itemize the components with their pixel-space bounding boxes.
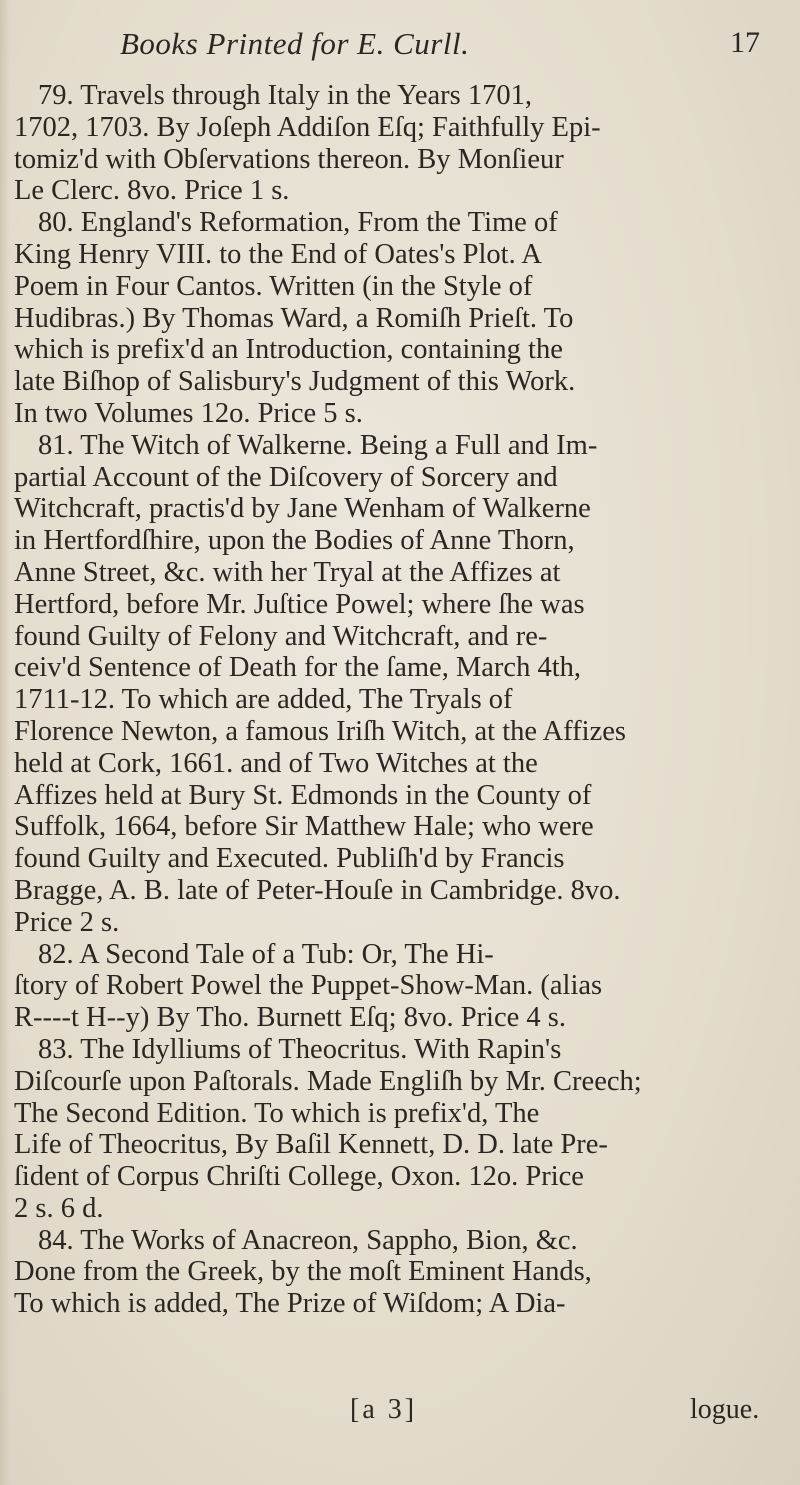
text-line: 80. England's Reformation, From the Time of: [38, 207, 558, 239]
text-line: R----t H--y) By Tho. Burnett Eſq; 8vo. Price 4 s.: [14, 1002, 566, 1034]
catchword: logue.: [690, 1394, 760, 1425]
text-line: King Henry VIII. to the End of Oates's Plot. A: [14, 238, 542, 270]
text-line: 82. A Second Tale of a Tub: Or, The Hi-: [38, 938, 494, 970]
text-line: To which is added, The Prize of Wiſdom; A Dia-: [14, 1288, 566, 1320]
text-line: 1711-12. To which are added, The Tryals of: [14, 684, 513, 716]
signature-mark: [a 3]: [350, 1394, 418, 1425]
text-line: ſtory of Robert Powel the Puppet-Show-Man. (alias: [14, 970, 603, 1002]
text-line: 1702, 1703. By Joſeph Addiſon Eſq; Faithfully Epi-: [14, 111, 601, 143]
text-line: in Hertfordſhire, upon the Bodies of Anne Thorn,: [14, 525, 575, 557]
text-line: found Guilty and Executed. Publiſh'd by Francis: [14, 843, 565, 875]
text-line: Hudibras.) By Thomas Ward, a Romiſh Prieſt. To: [14, 302, 574, 334]
text-line: tomiz'd with Obſervations thereon. By Monſieur: [14, 143, 564, 175]
page-footer: [0, 1394, 800, 1430]
text-line: 84. The Works of Anacreon, Sappho, Bion, &c.: [38, 1224, 578, 1256]
text-line: Hertford, before Mr. Juſtice Powel; where ſhe was: [14, 588, 585, 620]
text-line: which is prefix'd an Introduction, containing the: [14, 334, 563, 366]
text-line: 2 s. 6 d.: [14, 1192, 104, 1224]
text-line: Le Clerc. 8vo. Price 1 s.: [14, 175, 290, 207]
text-line: 83. The Idylliums of Theocritus. With Rapin's: [38, 1033, 562, 1065]
text-line: late Biſhop of Salisbury's Judgment of this Work.: [14, 366, 576, 398]
book-list-text: [0, 80, 800, 1320]
page-number: 17: [730, 26, 760, 59]
text-line: found Guilty of Felony and Witchcraft, and re-: [14, 620, 548, 652]
page-header: [120, 26, 760, 66]
text-line: Done from the Greek, by the moſt Eminent Hands,: [14, 1256, 592, 1288]
text-line: Poem in Four Cantos. Written (in the Style of: [14, 270, 533, 302]
text-line: held at Cork, 1661. and of Two Witches at the: [14, 747, 538, 779]
text-line: In two Volumes 12o. Price 5 s.: [14, 397, 363, 429]
text-line: Bragge, A. B. late of Peter-Houſe in Cambridge. 8vo.: [14, 874, 621, 906]
text-line: Life of Theocritus, By Baſil Kennett, D. D. late Pre-: [14, 1129, 608, 1161]
text-line: Witchcraft, practis'd by Jane Wenham of Walkerne: [14, 493, 591, 525]
text-line: 79. Travels through Italy in the Years 1701,: [38, 80, 532, 111]
running-title: Books Printed for E. Curll.: [120, 26, 470, 61]
text-line: ceiv'd Sentence of Death for the ſame, March 4th,: [14, 652, 581, 684]
text-line: Affizes held at Bury St. Edmonds in the County of: [14, 779, 592, 811]
text-line: Diſcourſe upon Paſtorals. Made Engliſh by Mr. Creech;: [14, 1065, 642, 1097]
text-line: Florence Newton, a famous Iriſh Witch, at the Affizes: [14, 715, 626, 747]
text-line: Suffolk, 1664, before Sir Matthew Hale; who were: [14, 811, 594, 843]
text-line: partial Account of the Diſcovery of Sorcery and: [14, 461, 558, 493]
text-line: The Second Edition. To which is prefix'd, The: [14, 1097, 540, 1129]
text-line: Price 2 s.: [14, 906, 120, 938]
text-line: ſident of Corpus Chriſti College, Oxon. 12o. Price: [14, 1161, 584, 1193]
text-line: 81. The Witch of Walkerne. Being a Full and Im-: [38, 429, 598, 461]
text-line: Anne Street, &c. with her Tryal at the Affizes at: [14, 556, 561, 588]
